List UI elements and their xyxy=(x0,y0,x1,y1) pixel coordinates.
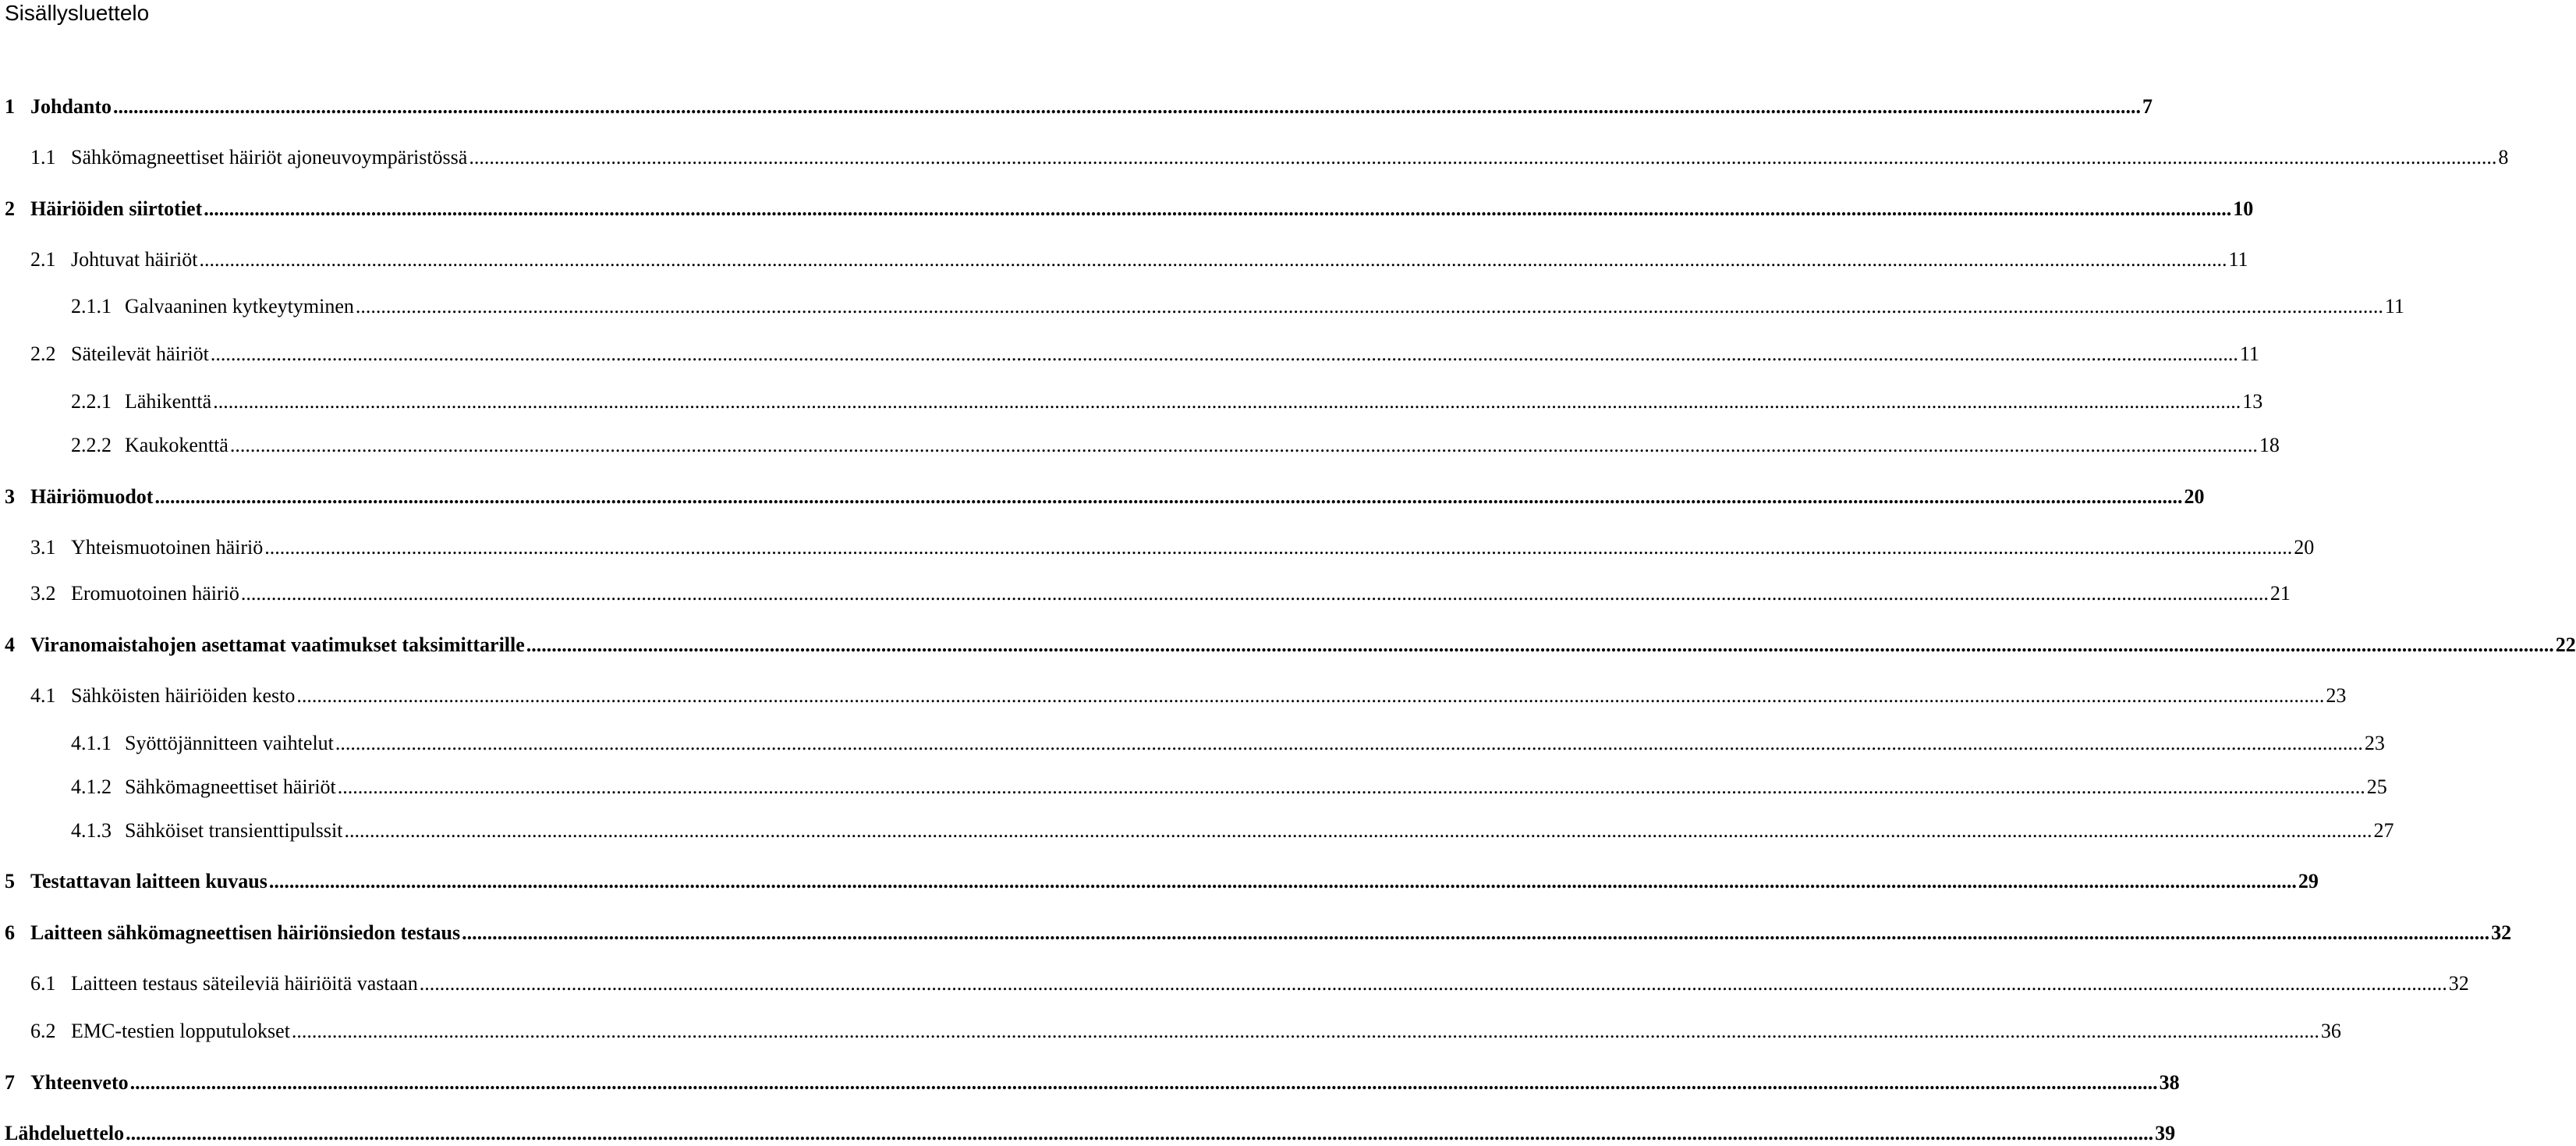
toc-entry-page: 23 xyxy=(2326,684,2347,707)
toc-entry-page: 22 xyxy=(2555,633,2576,656)
toc-entry-page: 13 xyxy=(2242,390,2263,413)
toc-entry-page: 23 xyxy=(2364,732,2385,754)
toc-entry-number: 6.2 xyxy=(30,1020,56,1042)
toc-entry-title: EMC-testien lopputulokset xyxy=(71,1020,290,1042)
toc-dot-leader: ................................................................................................................................................................................................................................................................................................................................................................................................................ xyxy=(462,921,2490,944)
toc-entry-3[interactable] xyxy=(5,484,2205,509)
toc-entry-page: 20 xyxy=(2294,536,2315,559)
toc-dot-leader: ................................................................................................................................................................................................................................................................................................................................................................................................................ xyxy=(419,972,2447,995)
toc-entry-4-1-1[interactable] xyxy=(71,731,2385,756)
toc-dot-leader: ................................................................................................................................................................................................................................................................................................................................................................................................................ xyxy=(199,248,2227,271)
toc-entry-2-1-1[interactable] xyxy=(71,294,2404,319)
toc-entry-number: 6 xyxy=(5,921,15,944)
toc-entry-page: 8 xyxy=(2498,146,2509,169)
toc-entry-number: 3 xyxy=(5,485,15,508)
toc-entry-number: 1.1 xyxy=(30,146,56,169)
toc-entry-title: Johtuvat häiriöt xyxy=(71,248,198,271)
toc-entry-6-2[interactable] xyxy=(30,1019,2341,1044)
toc-entry-title: Laitteen sähkömagneettisen häiriönsiedon testaus xyxy=(30,921,461,944)
toc-entry-title: Yhteismuotoinen häiriö xyxy=(71,536,264,559)
toc-entry-number: 2.2.2 xyxy=(71,434,112,456)
toc-dot-leader: ................................................................................................................................................................................................................................................................................................................................................................................................................ xyxy=(268,870,2297,892)
toc-entry-title: Syöttöjännitteen vaihtelut xyxy=(125,732,334,754)
toc-entry-title: Lähdeluettelo xyxy=(5,1122,125,1144)
toc-entry-title: Häiriömuodot xyxy=(30,485,154,508)
toc-entry-title: Laitteen testaus säteileviä häiriöitä vastaan xyxy=(71,972,418,995)
toc-entry-page: 11 xyxy=(2228,248,2248,271)
toc-dot-leader: ................................................................................................................................................................................................................................................................................................................................................................................................................ xyxy=(113,95,2142,118)
toc-entry-number: 4.1.1 xyxy=(71,732,112,754)
toc-entry-page: 10 xyxy=(2233,197,2254,220)
toc-entry-title: Sähköisten häiriöiden kesto xyxy=(71,684,296,707)
toc-entry-5[interactable] xyxy=(5,869,2319,894)
toc-entry-page: 20 xyxy=(2184,485,2205,508)
toc-entry-title: Sähköiset transienttipulssit xyxy=(125,819,343,842)
toc-entry-number: 2 xyxy=(5,197,15,220)
toc-entry-4[interactable] xyxy=(5,633,2576,658)
toc-entry-4-1[interactable] xyxy=(30,683,2347,708)
toc-entry-title: Galvaaninen kytkeytyminen xyxy=(125,295,354,318)
toc-dot-leader: ................................................................................................................................................................................................................................................................................................................................................................................................................ xyxy=(126,1122,2154,1144)
toc-entry-page: 27 xyxy=(2373,819,2394,842)
toc-entry-2-2[interactable] xyxy=(30,342,2259,367)
toc-entry-page: 32 xyxy=(2491,921,2512,944)
toc-entry-number: 4.1.2 xyxy=(71,775,112,798)
toc-dot-leader: ................................................................................................................................................................................................................................................................................................................................................................................................................ xyxy=(229,434,2258,456)
toc-entry-6[interactable] xyxy=(5,921,2512,946)
toc-entry-page: 11 xyxy=(2384,295,2404,318)
toc-entry-2-2-1[interactable] xyxy=(71,389,2263,414)
toc-dot-leader: ................................................................................................................................................................................................................................................................................................................................................................................................................ xyxy=(344,819,2372,842)
toc-dot-leader: ................................................................................................................................................................................................................................................................................................................................................................................................................ xyxy=(526,633,2554,656)
toc-entry-title: Häiriöiden siirtotiet xyxy=(30,197,203,220)
toc-entry-number: 7 xyxy=(5,1071,15,1094)
toc-entry-1-1[interactable] xyxy=(30,145,2509,170)
toc-entry-number: 5 xyxy=(5,870,15,892)
toc-entry-title: Johdanto xyxy=(30,95,112,118)
toc-dot-leader: ................................................................................................................................................................................................................................................................................................................................................................................................................ xyxy=(469,146,2497,169)
toc-entry-page: 39 xyxy=(2155,1122,2176,1144)
toc-entry-number: 2.2 xyxy=(30,342,56,365)
toc-dot-leader: ................................................................................................................................................................................................................................................................................................................................................................................................................ xyxy=(129,1071,2158,1094)
toc-entry-2[interactable] xyxy=(5,197,2254,222)
toc-entry-2-1[interactable] xyxy=(30,247,2248,272)
toc-dot-leader: ................................................................................................................................................................................................................................................................................................................................................................................................................ xyxy=(337,775,2365,798)
toc-entry-6-1[interactable] xyxy=(30,971,2469,996)
toc-entry-page: 18 xyxy=(2259,434,2280,456)
toc-dot-leader: ................................................................................................................................................................................................................................................................................................................................................................................................................ xyxy=(213,390,2241,413)
toc-entry-title: Säteilevät häiriöt xyxy=(71,342,209,365)
toc-entry-title: Sähkömagneettiset häiriöt ajoneuvoympäristössä xyxy=(71,146,468,169)
toc-dot-leader: ................................................................................................................................................................................................................................................................................................................................................................................................................ xyxy=(355,295,2383,318)
toc-dot-leader: ................................................................................................................................................................................................................................................................................................................................................................................................................ xyxy=(296,684,2325,707)
toc-entry-references[interactable] xyxy=(5,1121,2176,1146)
toc-entry-3-1[interactable] xyxy=(30,535,2315,560)
toc-dot-leader: ................................................................................................................................................................................................................................................................................................................................................................................................................ xyxy=(264,536,2293,559)
toc-dot-leader: ................................................................................................................................................................................................................................................................................................................................................................................................................ xyxy=(204,197,2232,220)
toc-dot-leader: ................................................................................................................................................................................................................................................................................................................................................................................................................ xyxy=(335,732,2363,754)
toc-entry-number: 3.2 xyxy=(30,582,56,605)
page-title: Sisällysluettelo xyxy=(5,1,150,25)
toc-entry-4-1-2[interactable] xyxy=(71,775,2387,800)
toc-entry-title: Eromuotoinen häiriö xyxy=(71,582,239,605)
toc-entry-page: 21 xyxy=(2270,582,2291,605)
toc-entry-3-2[interactable] xyxy=(30,581,2291,606)
toc-entry-title: Yhteenveto xyxy=(30,1071,129,1094)
toc-entry-page: 32 xyxy=(2448,972,2469,995)
toc-dot-leader: ................................................................................................................................................................................................................................................................................................................................................................................................................ xyxy=(240,582,2269,605)
toc-entry-2-2-2[interactable] xyxy=(71,433,2280,458)
toc-entry-7[interactable] xyxy=(5,1070,2180,1095)
toc-entry-page: 11 xyxy=(2239,342,2259,365)
toc-entry-page: 36 xyxy=(2320,1020,2341,1042)
toc-entry-page: 25 xyxy=(2366,775,2387,798)
toc-entry-number: 2.1.1 xyxy=(71,295,112,318)
toc-entry-page: 29 xyxy=(2298,870,2319,892)
toc-entry-4-1-3[interactable] xyxy=(71,818,2394,843)
toc-entry-number: 6.1 xyxy=(30,972,56,995)
toc-entry-page: 7 xyxy=(2142,95,2153,118)
toc-entry-title: Lähikenttä xyxy=(125,390,212,413)
toc-dot-leader: ................................................................................................................................................................................................................................................................................................................................................................................................................ xyxy=(291,1020,2319,1042)
toc-entry-number: 3.1 xyxy=(30,536,56,559)
toc-entry-number: 4.1.3 xyxy=(71,819,112,842)
toc-entry-title: Kaukokenttä xyxy=(125,434,229,456)
toc-entry-number: 1 xyxy=(5,95,15,118)
toc-entry-number: 4 xyxy=(5,633,15,656)
toc-entry-number: 2.2.1 xyxy=(71,390,112,413)
toc-entry-page: 38 xyxy=(2159,1071,2180,1094)
toc-dot-leader: ................................................................................................................................................................................................................................................................................................................................................................................................................ xyxy=(210,342,2238,365)
toc-entry-number: 2.1 xyxy=(30,248,56,271)
toc-entry-title: Viranomaistahojen asettamat vaatimukset taksimittarille xyxy=(30,633,525,656)
toc-entry-title: Testattavan laitteen kuvaus xyxy=(30,870,268,892)
toc-entry-title: Sähkömagneettiset häiriöt xyxy=(125,775,336,798)
toc-dot-leader: ................................................................................................................................................................................................................................................................................................................................................................................................................ xyxy=(154,485,2183,508)
toc-entry-number: 4.1 xyxy=(30,684,56,707)
toc-entry-1[interactable] xyxy=(5,94,2153,119)
